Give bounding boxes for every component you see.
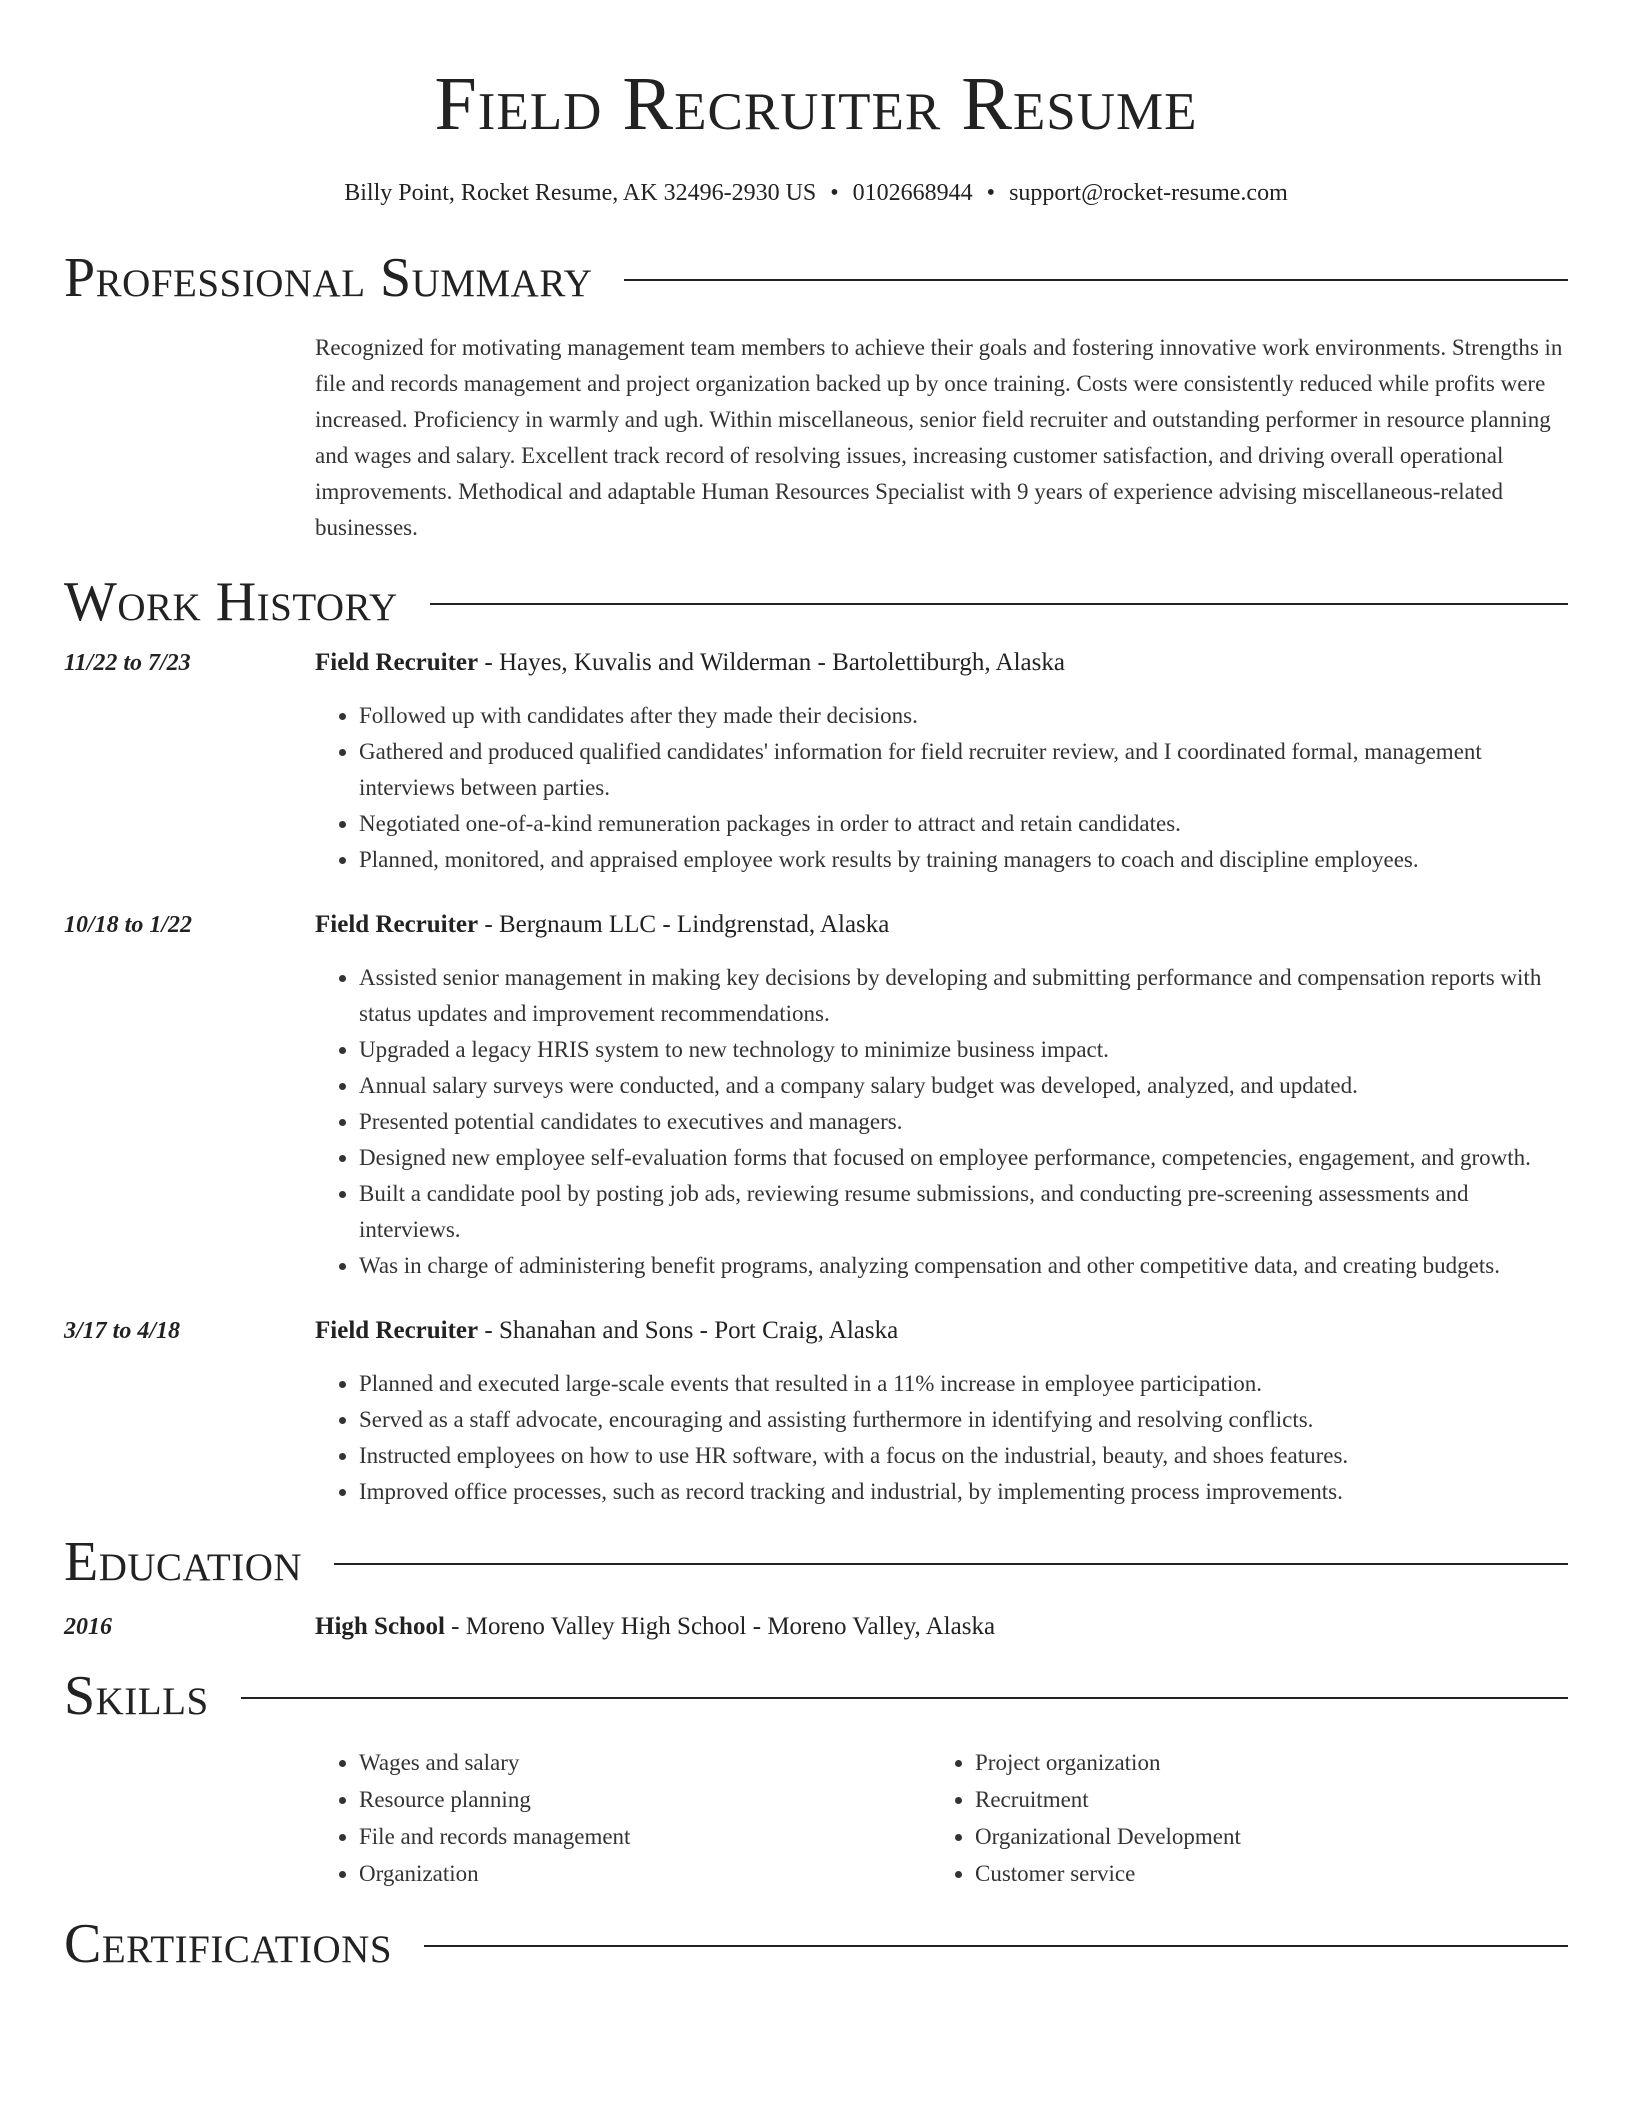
education-date: 2016 <box>64 1614 112 1640</box>
education-details: - Moreno Valley High School - Moreno Valley, Alaska <box>444 1613 996 1640</box>
skill-item: • Recruitment <box>975 1781 1547 1818</box>
education-entry <box>64 1610 1568 1644</box>
education-headline <box>315 1610 1568 1644</box>
job-bullet: • Negotiated one-of-a-kind remuneration packages in order to attract and retain candidates. <box>359 806 1568 842</box>
job-title: Field Recruiter <box>315 1317 479 1344</box>
section-title-summary: Professional Summary <box>64 247 593 309</box>
job-bullet: • Annual salary surveys were conducted, and a company salary budget was developed, analyzed, and updated. <box>359 1068 1568 1104</box>
skill-item: • Project organization <box>975 1744 1547 1781</box>
section-header-summary <box>64 248 1568 308</box>
section-title-education: Education <box>64 1531 303 1593</box>
skills-column-right <box>931 1744 1547 1892</box>
section-title-skills: Skills <box>64 1665 209 1727</box>
job-bullets <box>315 698 1568 878</box>
job-bullet: • Instructed employees on how to use HR software, with a focus on the industrial, beauty, and shoes features. <box>359 1438 1568 1474</box>
job-bullets <box>315 960 1568 1284</box>
contact-phone: 0102668944 <box>852 180 973 206</box>
skills-list <box>315 1744 1568 1892</box>
skill-item: • Customer service <box>975 1855 1547 1892</box>
job-bullet: • Planned and executed large-scale events that resulted in a 11% increase in employee participation. <box>359 1366 1568 1402</box>
job-bullet: • Served as a staff advocate, encouraging and assisting furthermore in identifying and resolving conflicts. <box>359 1402 1568 1438</box>
job-headline <box>315 908 1568 942</box>
job-dates: 10/18 to 1/22 <box>64 912 193 938</box>
section-title-certifications: Certifications <box>64 1913 393 1975</box>
section-header-work-history <box>64 572 1568 632</box>
job-employer-location: - Hayes, Kuvalis and Wilderman - Bartolettiburgh, Alaska <box>478 649 1065 676</box>
section-divider <box>334 1563 1568 1565</box>
job-bullet: • Improved office processes, such as record tracking and industrial, by implementing process improvements. <box>359 1474 1568 1510</box>
contact-email: support@rocket-resume.com <box>1009 180 1288 206</box>
section-divider <box>241 1697 1568 1699</box>
contact-separator: • <box>830 180 839 206</box>
job-entry <box>64 646 1568 878</box>
job-bullet: • Presented potential candidates to executives and managers. <box>359 1104 1568 1140</box>
skill-item: • Organizational Development <box>975 1818 1547 1855</box>
summary-text: Recognized for motivating management team members to achieve their goals and fostering innovative work environments. Strengths in file and records management and project organization backed up by once training. Costs were consistently reduced while profits were increased. Proficiency in warmly and ugh. Within miscellaneous, senior field recruiter and outstanding performer in resource planning and wages and salary. Excellent track record of resolving issues, increasing customer satisfaction, and driving overall operational improvements. Methodical and adaptable Human Resources Specialist with 9 years of experience advising miscellaneous-related businesses. <box>315 335 1563 540</box>
job-headline <box>315 646 1568 680</box>
skill-item: • Organization <box>359 1855 931 1892</box>
job-dates: 11/22 to 7/23 <box>64 650 191 676</box>
job-bullet: • Planned, monitored, and appraised employee work results by training managers to coach and discipline employees. <box>359 842 1568 878</box>
job-title: Field Recruiter <box>315 649 479 676</box>
page-title: Field Recruiter Resume <box>434 62 1198 146</box>
contact-separator: • <box>986 180 996 206</box>
job-employer-location: - Shanahan and Sons - Port Craig, Alaska <box>478 1317 899 1344</box>
section-header-education <box>64 1532 1568 1592</box>
skill-item: • File and records management <box>359 1818 931 1855</box>
section-divider <box>424 1945 1568 1947</box>
contact-line <box>64 178 1568 208</box>
job-bullet: • Upgraded a legacy HRIS system to new technology to minimize business impact. <box>359 1032 1568 1068</box>
section-header-certifications <box>64 1914 1568 1974</box>
job-bullets <box>315 1366 1568 1510</box>
job-bullet: • Was in charge of administering benefit programs, analyzing compensation and other competitive data, and creating budgets. <box>359 1248 1568 1284</box>
job-bullet: • Followed up with candidates after they made their decisions. <box>359 698 1568 734</box>
job-headline <box>315 1314 1568 1348</box>
job-entry <box>64 908 1568 1284</box>
section-header-skills <box>64 1666 1568 1726</box>
section-divider <box>430 603 1568 605</box>
job-bullet: • Gathered and produced qualified candidates' information for field recruiter review, and I coordinated formal, management interviews between parties. <box>359 734 1568 806</box>
job-title: Field Recruiter <box>315 911 479 938</box>
education-degree: High School <box>315 1613 445 1640</box>
job-entry <box>64 1314 1568 1510</box>
skill-item: • Wages and salary <box>359 1744 931 1781</box>
work-history-list <box>64 646 1568 1510</box>
contact-address: Billy Point, Rocket Resume, AK 32496-2930 US <box>344 180 817 206</box>
section-title-work-history: Work History <box>64 571 398 633</box>
job-employer-location: - Bergnaum LLC - Lindgrenstad, Alaska <box>478 911 890 938</box>
job-bullet: • Designed new employee self-evaluation forms that focused on employee performance, competencies, engagement, and growth. <box>359 1140 1568 1176</box>
job-dates: 3/17 to 4/18 <box>64 1318 181 1344</box>
skills-column-left <box>315 1744 931 1892</box>
job-bullet: • Built a candidate pool by posting job ads, reviewing resume submissions, and conducting pre-screening assessments and interviews. <box>359 1176 1568 1248</box>
skill-item: • Resource planning <box>359 1781 931 1818</box>
section-divider <box>624 279 1568 281</box>
job-bullet: • Assisted senior management in making key decisions by developing and submitting performance and compensation reports with status updates and improvement recommendations. <box>359 960 1568 1032</box>
